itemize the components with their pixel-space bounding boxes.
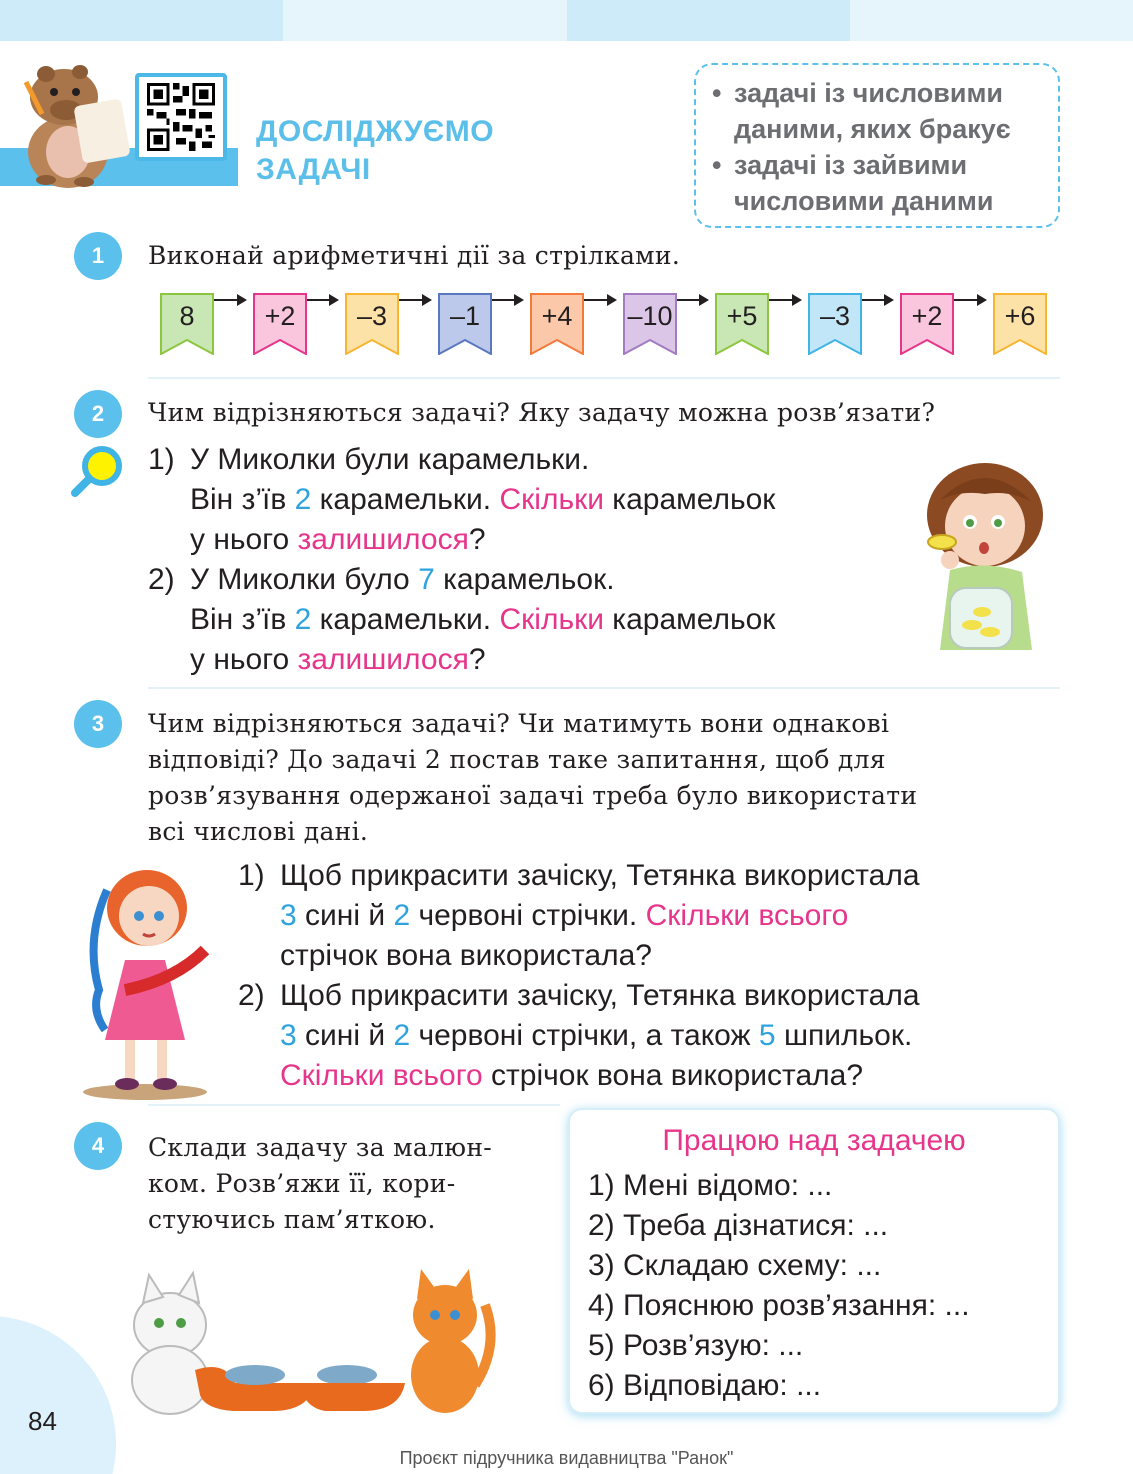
memo-title: Працюю над задачею <box>662 1124 966 1157</box>
chain-flag <box>900 293 954 355</box>
highlighted-question: Скільки <box>499 483 604 516</box>
memo-item: 2) Треба дізнатися: ... <box>588 1209 889 1242</box>
chain-flag <box>438 293 492 355</box>
page-number: 84 <box>28 1406 57 1436</box>
chain-flag-label: –3 <box>356 301 388 331</box>
memo-item: 6) Відповідаю: ... <box>588 1369 822 1402</box>
problem-line <box>148 560 775 600</box>
task-number: 4 <box>74 1122 122 1170</box>
problem-text: сині й <box>296 899 394 932</box>
problem-text: червоні стрічки. <box>410 899 646 932</box>
capybara-mascot-icon <box>6 52 136 188</box>
problem-line <box>148 600 775 640</box>
task2-question: Чим відрізняються задачі? Яку задачу можна розв’язати? <box>148 398 936 427</box>
memo-item: 3) Складаю схему: ... <box>588 1249 882 1282</box>
memo-list <box>588 1166 970 1406</box>
problem-index: 1) <box>148 443 175 476</box>
highlighted-number: 2 <box>294 483 312 516</box>
highlighted-number: 3 <box>280 1019 297 1052</box>
chain-arrow <box>307 299 337 301</box>
chain-flag-label: +6 <box>1004 301 1036 331</box>
memo-item: 4) Пояснюю розв’язання: ... <box>588 1289 970 1322</box>
task1-instruction: Виконай арифметичні дії за стрілками. <box>148 241 681 270</box>
chain-arrow <box>677 299 707 301</box>
problem-text: ? <box>468 643 486 676</box>
divider <box>148 377 1060 379</box>
footer-note: Проєкт підручника видавництва "Ранок" <box>399 1448 734 1468</box>
topic-line: • задачі із зайвими <box>734 150 968 180</box>
chain-flag <box>808 293 862 355</box>
problem-text: Він з’їв <box>190 483 295 516</box>
problem-text: карамельок <box>603 483 776 516</box>
problem-line <box>148 440 775 480</box>
chain-flag-label: –1 <box>449 301 481 331</box>
problem-text: Він з’їв <box>190 603 295 636</box>
chain-flag-label: +2 <box>264 301 296 331</box>
section-title <box>256 113 494 189</box>
memo-box <box>568 1108 1060 1414</box>
problem-text: карамельок <box>603 603 776 636</box>
chain-flag <box>623 293 677 355</box>
highlighted-question: Скільки всього <box>280 1059 483 1092</box>
number-chain <box>160 293 1050 357</box>
problem-text: У Миколки було <box>190 563 419 596</box>
task3-problems <box>238 856 920 1096</box>
problem-line <box>238 896 920 936</box>
problem-line <box>238 1016 920 1056</box>
highlighted-number: 2 <box>393 1019 411 1052</box>
section-title-line: ДОСЛІДЖУЄМО <box>256 115 495 148</box>
section-title-line: ЗАДАЧІ <box>256 153 371 186</box>
chain-flag-label: –10 <box>627 301 673 331</box>
chain-arrow <box>399 299 430 301</box>
problem-line <box>148 520 775 560</box>
chain-arrow <box>769 299 800 301</box>
problem-text: шпильок. <box>775 1019 913 1052</box>
problem-line <box>148 480 775 520</box>
problem-line: стрічок вона використала? <box>280 939 652 972</box>
girl-illustration <box>65 860 215 1100</box>
highlighted-number: 5 <box>758 1019 776 1052</box>
highlighted-number: 7 <box>418 563 435 596</box>
highlighted-question: залишилося <box>297 643 469 676</box>
problem-index: 2) <box>148 563 175 596</box>
chain-arrow <box>584 299 615 301</box>
problem-index: 2) <box>238 979 265 1012</box>
question-line: відповіді? До задачі 2 постав таке запитання, щоб для <box>148 745 886 774</box>
problem-text: сині й <box>296 1019 394 1052</box>
chain-flag <box>715 293 769 355</box>
chain-flag-label: +4 <box>541 301 573 331</box>
chain-flag-label: +2 <box>911 301 943 331</box>
problem-index: 1) <box>238 859 265 892</box>
top-stripe <box>850 0 1133 41</box>
instruction-line: Склади задачу за малюн- <box>148 1133 493 1162</box>
problem-line <box>238 976 920 1016</box>
problem-text: червоні стрічки, а також <box>410 1019 759 1052</box>
problem-text: карамельки. <box>311 483 500 516</box>
highlighted-number: 3 <box>280 899 297 932</box>
task-number: 3 <box>74 700 122 748</box>
problem-line <box>148 640 775 680</box>
memo-item: 1) Мені відомо: ... <box>588 1169 833 1202</box>
chain-flag <box>993 293 1047 355</box>
problem-text: Щоб прикрасити зачіску, Тетянка використала <box>280 859 920 892</box>
highlighted-question: залишилося <box>297 523 469 556</box>
boy-illustration <box>910 460 1060 655</box>
top-stripe <box>0 0 283 41</box>
highlighted-question: Скільки <box>499 603 604 636</box>
top-stripe <box>567 0 850 41</box>
top-stripe <box>283 0 567 41</box>
instruction-line: ком. Розв’яжи її, кори- <box>148 1169 456 1198</box>
chain-flag <box>253 293 307 355</box>
memo-item: 5) Розв’язую: ... <box>588 1329 804 1362</box>
magnifier-icon <box>70 444 126 498</box>
problem-text: стрічок вона використала? <box>482 1059 864 1092</box>
problem-text: у нього <box>190 643 298 676</box>
question-line: Чим відрізняються задачі? Чи матимуть вони однакові <box>148 709 890 738</box>
highlighted-number: 2 <box>294 603 312 636</box>
question-line: розв’язування одержаної задачі треба було використати <box>148 781 918 810</box>
problem-line <box>238 1056 920 1096</box>
topic-line: даними, яких бракує <box>734 114 1011 144</box>
qr-code-icon[interactable] <box>135 73 227 161</box>
task4-instruction <box>148 1130 492 1238</box>
topic-item <box>708 147 1048 219</box>
task3-question <box>148 706 917 850</box>
task-number: 1 <box>74 232 122 280</box>
chain-arrow <box>214 299 245 301</box>
question-line: всі числові дані. <box>148 817 369 846</box>
problem-text: карамельки. <box>311 603 500 636</box>
instruction-line: стуючись пам’яткою. <box>148 1205 436 1234</box>
task-number: 2 <box>74 390 122 438</box>
chain-flag-label: +5 <box>726 301 758 331</box>
chain-arrow <box>492 299 522 301</box>
topic-line: • задачі із числовими <box>734 78 1004 108</box>
problem-text: карамельок. <box>434 563 615 596</box>
task2-problems <box>148 440 775 680</box>
chain-flag <box>345 293 399 355</box>
problem-text: ? <box>468 523 486 556</box>
cats-with-fish-illustration <box>115 1265 500 1415</box>
topic-item <box>708 75 1048 147</box>
chain-flag-label: –3 <box>819 301 851 331</box>
chain-arrow <box>954 299 985 301</box>
highlighted-number: 2 <box>393 899 411 932</box>
highlighted-question: Скільки всього <box>645 899 849 932</box>
problem-text: У Миколки були карамельки. <box>190 443 590 476</box>
chain-arrow <box>862 299 892 301</box>
chain-flag <box>530 293 584 355</box>
problem-text: Щоб прикрасити зачіску, Тетянка використала <box>280 979 920 1012</box>
topics-box <box>694 63 1060 228</box>
divider <box>148 687 1060 689</box>
divider <box>148 1104 560 1106</box>
problem-line <box>238 856 920 896</box>
chain-flag <box>160 293 214 355</box>
topic-line: числовими даними <box>734 186 994 216</box>
problem-text: у нього <box>190 523 298 556</box>
chain-flag-label: 8 <box>179 301 195 331</box>
